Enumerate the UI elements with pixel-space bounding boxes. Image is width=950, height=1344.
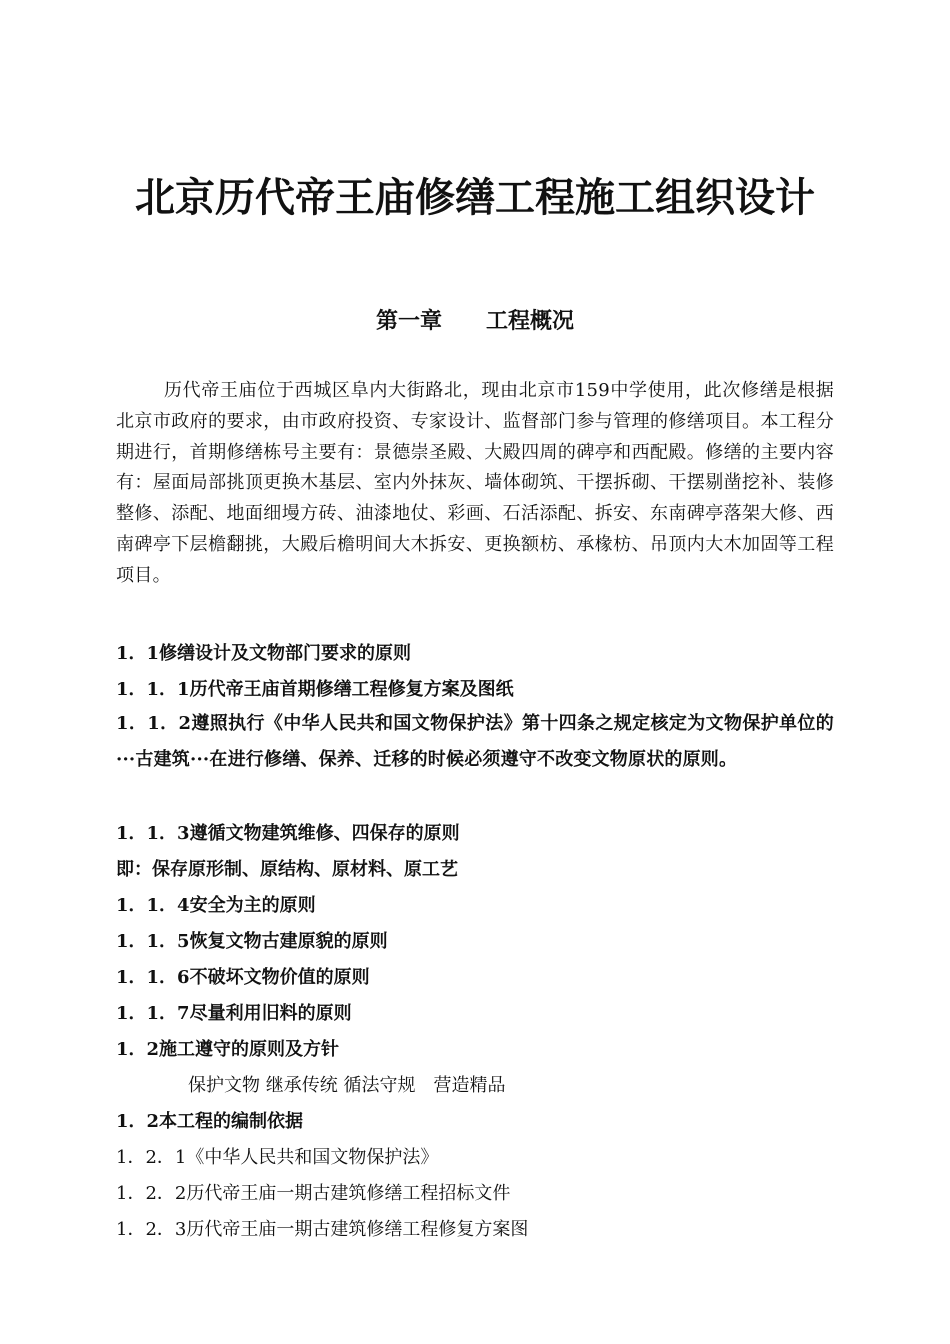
item-1-1-5: 1．1．5恢复文物古建原貌的原则 (116, 931, 388, 952)
item-1-1-2: 1．1．2遵照执行《中华人民共和国文物保护法》第十四条之规定核定为文物保护单位的···古建筑···在进行修缮、保养、迁移的时候必须遵守不改变文物原状的原则。 (116, 713, 834, 770)
item-1-2-3: 1．2．3历代帝王庙一期古建筑修缮工程修复方案图 (116, 1219, 529, 1240)
item-1-1-4: 1．1．4安全为主的原则 (116, 895, 316, 916)
section-heading-1-1: 1．1修缮设计及文物部门要求的原则 (116, 643, 412, 664)
item-1-1-3-detail: 即：保存原形制、原结构、原材料、原工艺 (116, 859, 458, 880)
intro-paragraph: 历代帝王庙位于西城区阜内大街路北，现由北京市159中学使用，此次修缮是根据北京市政府的要求，由市政府投资、专家设计、监督部门参与管理的修缮项目。本工程分期进行，首期修缮栋号主要有：景德崇圣殿、大殿四周的碑亭和西配殿。修缮的主要内容有：屋面局部挑顶更换木基层、室内外抹灰、墙体砌筑、干摆拆砌、干摆剔凿挖补、装修整修、添配、地面细墁方砖、油漆地仗、彩画、石活添配、拆安、东南碑亭落架大修、西南碑亭下层檐翻挑，大殿后檐明间大木拆安、更换额枋、承椽枋、吊顶内大木加固等工程项目。 (116, 380, 834, 586)
section-heading-1-2-basis: 1．2本工程的编制依据 (116, 1111, 304, 1132)
item-1-1-3: 1．1．3遵循文物建筑维修、四保存的原则 (116, 823, 460, 844)
item-1-2-2: 1．2．2历代帝王庙一期古建筑修缮工程招标文件 (116, 1183, 511, 1204)
chapter-heading: 第一章 工程概况 (375, 308, 574, 334)
item-1-2-1: 1．2．1《中华人民共和国文物保护法》 (116, 1147, 439, 1168)
section-heading-1-2-principles: 1．2施工遵守的原则及方针 (116, 1039, 340, 1060)
principles-motto: 保护文物 继承传统 循法守规 营造精品 (188, 1075, 506, 1096)
document-title: 北京历代帝王庙修缮工程施工组织设计 (135, 174, 815, 221)
item-1-1-1: 1．1．1历代帝王庙首期修缮工程修复方案及图纸 (116, 679, 514, 700)
item-1-1-6: 1．1．6不破坏文物价值的原则 (116, 967, 370, 988)
item-1-1-7: 1．1．7尽量利用旧料的原则 (116, 1003, 352, 1024)
